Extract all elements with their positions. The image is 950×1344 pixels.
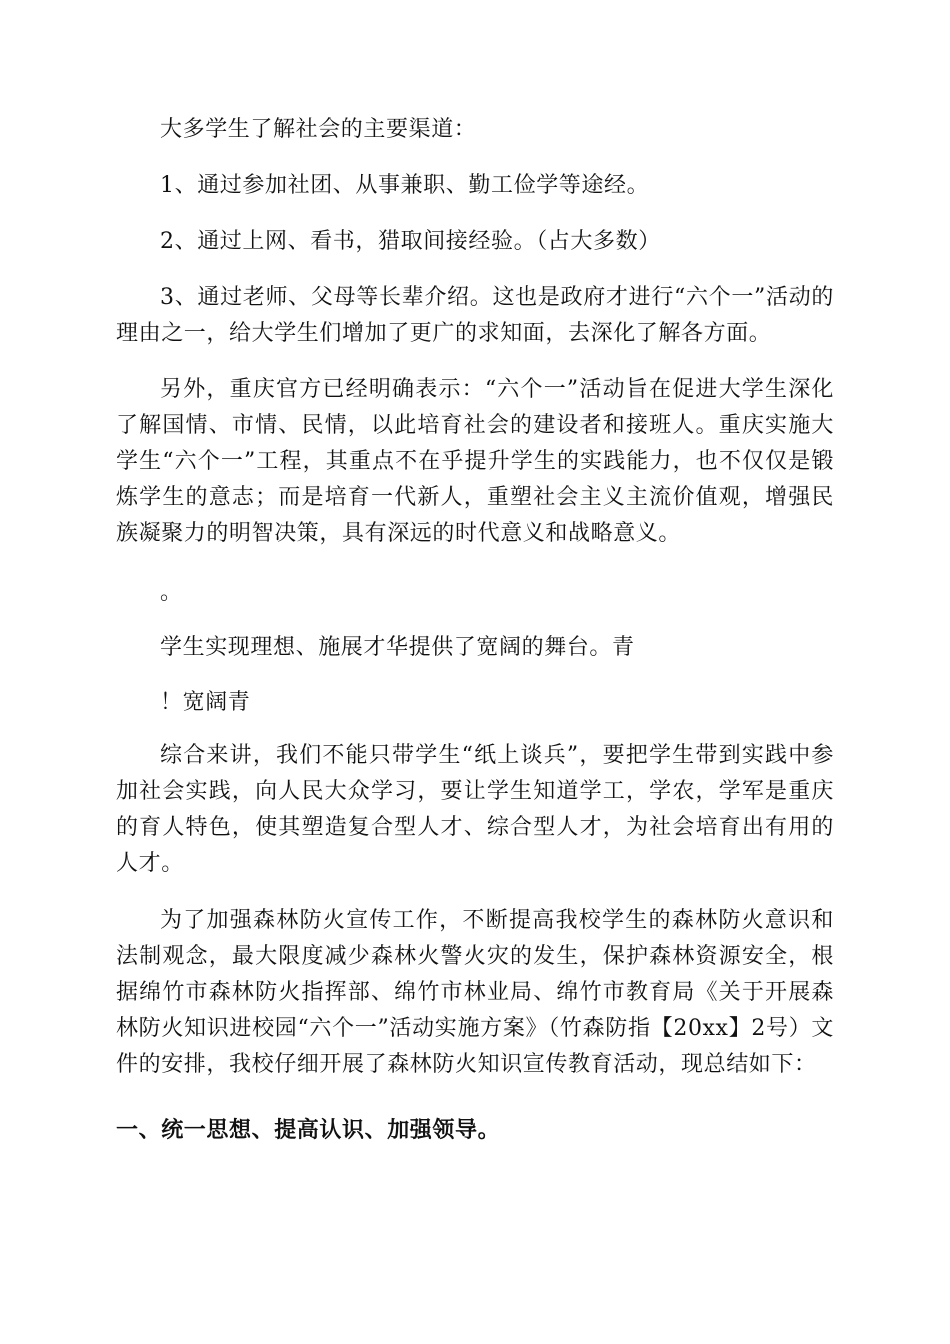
paragraph-fragment: ！宽阔青 [160,690,251,715]
paragraph-forest-fire: 为了加强森林防火宣传工作，不断提高我校学生的森林防火意识和法制观念，最大限度减少森林火警火灾的发生，保护森林资源安全，根据绵竹市森林防火指挥部、绵竹市林业局、绵竹市教育局《关于开展森林防火知识进校园“六个一”活动实施方案》（竹森防指【20xx】2号）文件的安排，我校仔细开展了森林防火知识宣传教育活动，现总结如下： [116,908,834,1077]
paragraph-item-3: 3、通过老师、父母等长辈介绍。这也是政府才进行“六个一”活动的理由之一，给大学生们增加了更广的求知面，去深化了解各方面。 [116,285,834,346]
paragraph-summary: 综合来讲，我们不能只带学生“纸上谈兵”，要把学生带到实践中参加社会实践，向人民大众学习，要让学生知道学工，学农，学军是重庆的育人特色，使其塑造复合型人才、综合型人才，为社会培育出有用的人才。 [116,743,834,876]
section-heading: 一、统一思想、提高认识、加强领导。 [116,1118,501,1143]
paragraph-chongqing: 另外，重庆官方已经明确表示：“六个一”活动旨在促进大学生深化了解国情、市情、民情，以此培育社会的建设者和接班人。重庆实施大学生“六个一”工程，其重点不在乎提升学生的实践能力，也不仅仅是锻炼学生的意志；而是培育一代新人，重塑社会主义主流价值观，增强民族凝聚力的明智决策，具有深远的时代意义和战略意义。 [116,377,834,546]
paragraph-period: 。 [160,580,183,605]
paragraph-item-1: 1、通过参加社团、从事兼职、勤工俭学等途经。 [160,173,650,198]
paragraph-stage: 学生实现理想、施展才华提供了宽阔的舞台。青 [160,635,635,660]
paragraph-item-2: 2、通过上网、看书，猎取间接经验。（占大多数） [160,229,661,254]
paragraph-intro: 大多学生了解社会的主要渠道： [160,117,477,142]
